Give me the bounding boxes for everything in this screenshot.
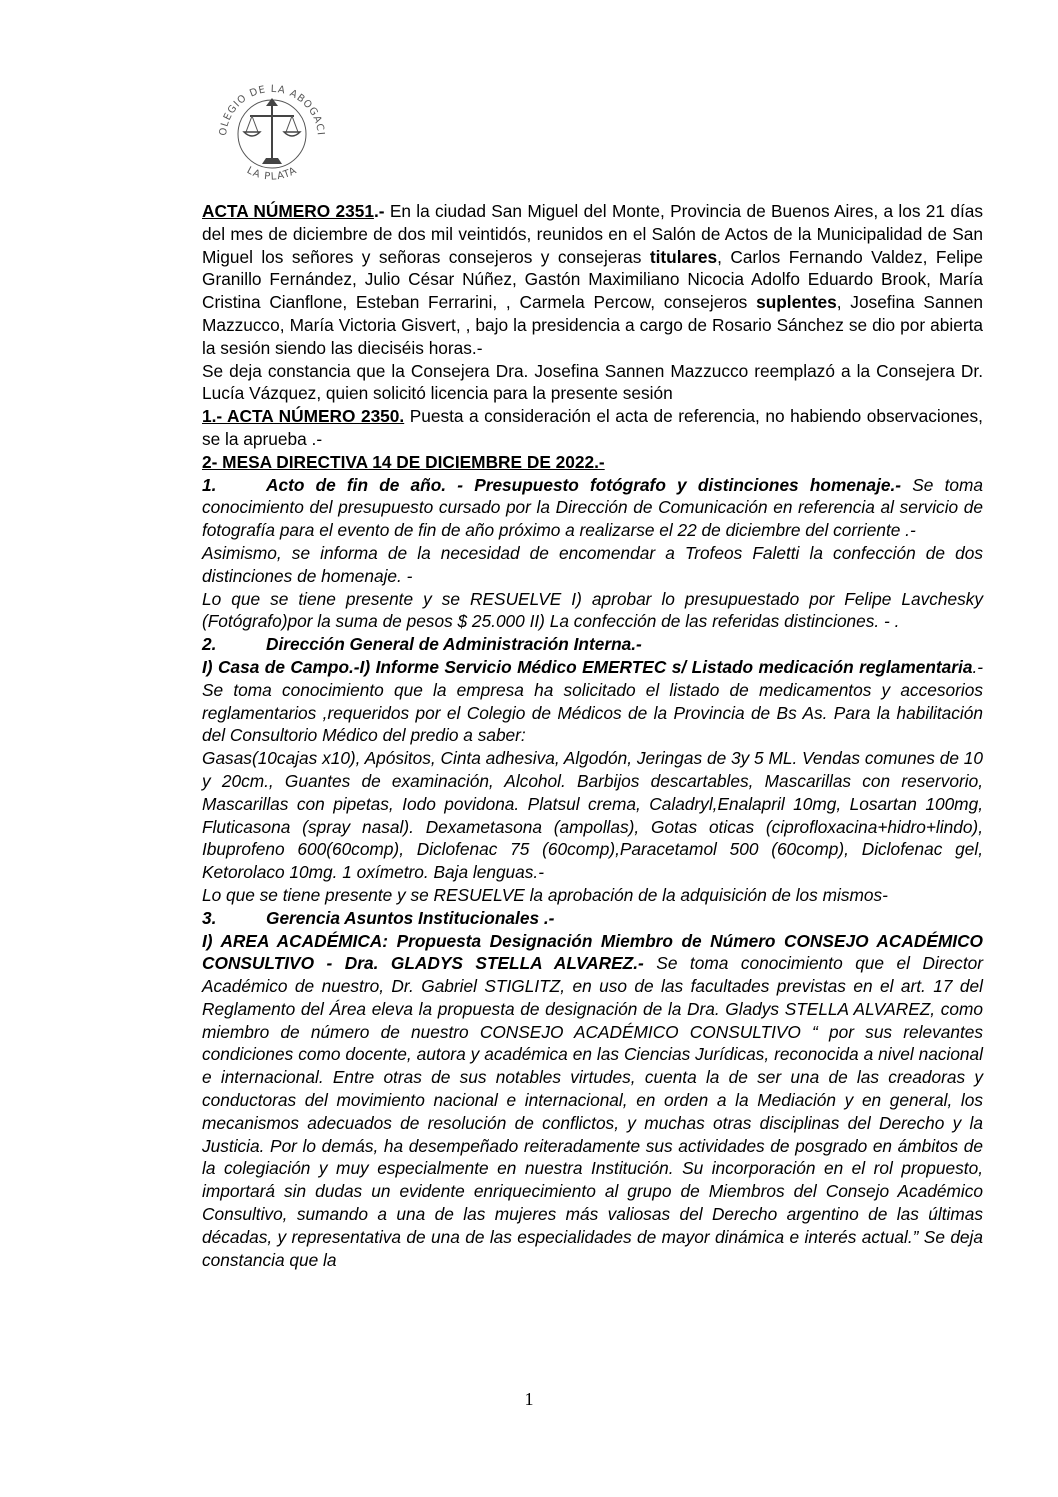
text-run: En la ciudad San Miguel del Monte, Provincia de Buenos Aires, a los 21 días del mes de diciembre de dos mil veintidós, reunidos en el Salón de Actos de la Municipalidad de San Miguel los señores y señoras consejeros y consejeras: [202, 201, 984, 267]
text-run: Lo que se tiene presente y se RESUELVE I) aprobar lo presupuestado por Felipe Lavchesky (Fotógrafo)por la suma de pesos $ 25.000 II) La confección de las referidas distinciones. - .: [202, 588, 983, 632]
text-run: , Carlos Fernando Valdez, Felipe Granillo Fernández, Julio César Núñez, Gastón Maximiliano Nicocia Adolfo Eduardo Brook, María Cristina Cianflone, Esteban Ferrarini, , Carmela Percow, consejeros: [202, 246, 983, 313]
paragraph: [202, 474, 983, 542]
text-run: Asimismo, se informa de la necesidad de encomendar a Trofeos Faletti la confección de dos distinciones de homenaje. -: [202, 542, 983, 586]
paragraph: [202, 633, 983, 656]
paragraph: [202, 405, 983, 451]
paragraph: [202, 588, 983, 634]
paragraph: [202, 360, 983, 406]
document-body: [202, 200, 983, 1271]
paragraph: [202, 907, 983, 930]
paragraph: [202, 656, 983, 747]
page-number: 1: [524, 1389, 534, 1409]
text-run: , Josefina Sannen Mazzucco, María Victoria Gisvert, , bajo la presidencia a cargo de Rosario Sánchez se dio por abierta la sesión siendo las dieciséis horas.-: [202, 292, 983, 358]
text-run: I) AREA ACADÉMICA: Propuesta Designación Miembro de Número CONSEJO ACADÉMICO CONSULTIVO - Dra. GLADYS STELLA ALVAREZ.-: [202, 930, 983, 974]
text-run: 1.- ACTA NÚMERO 2350.: [202, 406, 405, 427]
text-run: .-: [373, 201, 385, 221]
text-run: suplentes: [756, 292, 837, 313]
text-run: I) Casa de Campo.-I) Informe Servicio Médico EMERTEC s/ Listado medicación reglamentaria: [202, 656, 973, 677]
text-run: Se toma conocimiento que el Director Académico de nuestro, Dr. Gabriel STIGLITZ, en uso de las facultades previstas en el art. 17 del Reglamento del Área eleva la propuesta de designación de la Dra. Gladys STELLA ALVAREZ, como miembro de número de nuestro CONSEJO ACADÉMICO CONSULTIVO “ por sus relevantes condiciones como docente, autora y académica en las Ciencias Jurídicas, reconocida a nivel nacional e internacional. Entre otras de sus notables virtudes, cuenta la de ser una de las creadoras y conductoras del movimiento nacional e internacional, en orden a la Mediación y en general, los mecanismos adecuados de resolución de conflictos, y muchas otras disciplinas del Derecho y la Justicia. Por lo demás, ha desempeñado reiteradamente sus actividades de posgrado en ámbitos de la colegiación y muy especialmente en nuestra Institución. Su incorporación en el rol propuesto, importará sin dudas un evidente enriquecimiento al grupo de Miembros del Consejo Académico Consultivo, sumando a una de las mujeres más valiosas del Derecho argentino de las últimas décadas, y representativa de una de las especialidades de mayor dinámica e interés actual.” Se deja constancia que la: [202, 953, 983, 1270]
text-run: Dirección General de Administración Interna.-: [266, 634, 642, 655]
item-number: 2.: [202, 634, 217, 655]
colegio-logo: [212, 72, 334, 194]
item-number: 3.: [202, 907, 217, 928]
paragraph: [202, 884, 983, 907]
paragraph: [202, 747, 983, 884]
text-run: Se deja constancia que la Consejera Dra. Josefina Sannen Mazzucco reemplazó a la Consejera Dr. Lucía Vázquez, quien solicitó licencia para la presente sesión: [202, 360, 983, 404]
text-run: 2- MESA DIRECTIVA 14 DE DICIEMBRE DE 2022.-: [202, 451, 605, 472]
text-run: titulares: [649, 246, 718, 267]
text-run: Gasas(10cajas x10), Apósitos, Cinta adhesiva, Algodón, Jeringas de 3y 5 ML. Vendas comunes de 10 y 20cm., Guantes de examinación, Alcohol. Barbijos descartables, Mascarillas con reservorio, Mascarillas con pipetas, Iodo povidona. Platsul crema, Caladryl,Enalapril 10mg, Losartan 100mg, Fluticasona (spray nasal). Dexametasona (ampollas), Gotas oticas (ciprofloxacina+hidro+lindo), Ibuprofeno 600(60comp), Diclofenac 75 (60comp),Paracetamol 500 (60comp), Diclofenac gel, Ketorolaco 10mg. 1 oxímetro. Baja lenguas.-: [202, 748, 983, 883]
text-run: .- Se toma conocimiento que la empresa ha solicitado el listado de medicamentos y accesorios reglamentarios ,requeridos por el Colegio de Médicos de la Provincia de Bs As. Para la habilitación del Consultorio Médico del predio a saber:: [202, 656, 983, 746]
text-run: Lo que se tiene presente y se RESUELVE la aprobación de la adquisición de los mismos-: [202, 884, 888, 905]
paragraph: [202, 451, 983, 474]
logo-text-top: OLEGIO DE LA ABOGACI: [217, 83, 326, 137]
logo-text-bottom: LA PLATA: [244, 165, 300, 183]
text-run: Se toma conocimiento del presupuesto cursado por la Dirección de Comunicación en referencia al servicio de fotografía para el evento de fin de año próximo a realizarse el 22 de diciembre del corriente .-: [202, 474, 983, 541]
text-run: ACTA NÚMERO 2351: [202, 201, 374, 221]
paragraph: [202, 542, 983, 588]
item-number: 1.: [202, 474, 217, 495]
scales-of-justice-icon: [212, 72, 334, 194]
text-run: Puesta a consideración el acta de referencia, no habiendo observaciones, se la aprueba .-: [202, 406, 983, 449]
paragraph: [202, 930, 983, 1272]
paragraph: [202, 200, 983, 360]
text-run: Acto de fin de año. - Presupuesto fotógrafo y distinciones homenaje.-: [266, 474, 902, 495]
text-run: Gerencia Asuntos Institucionales .-: [266, 907, 555, 928]
